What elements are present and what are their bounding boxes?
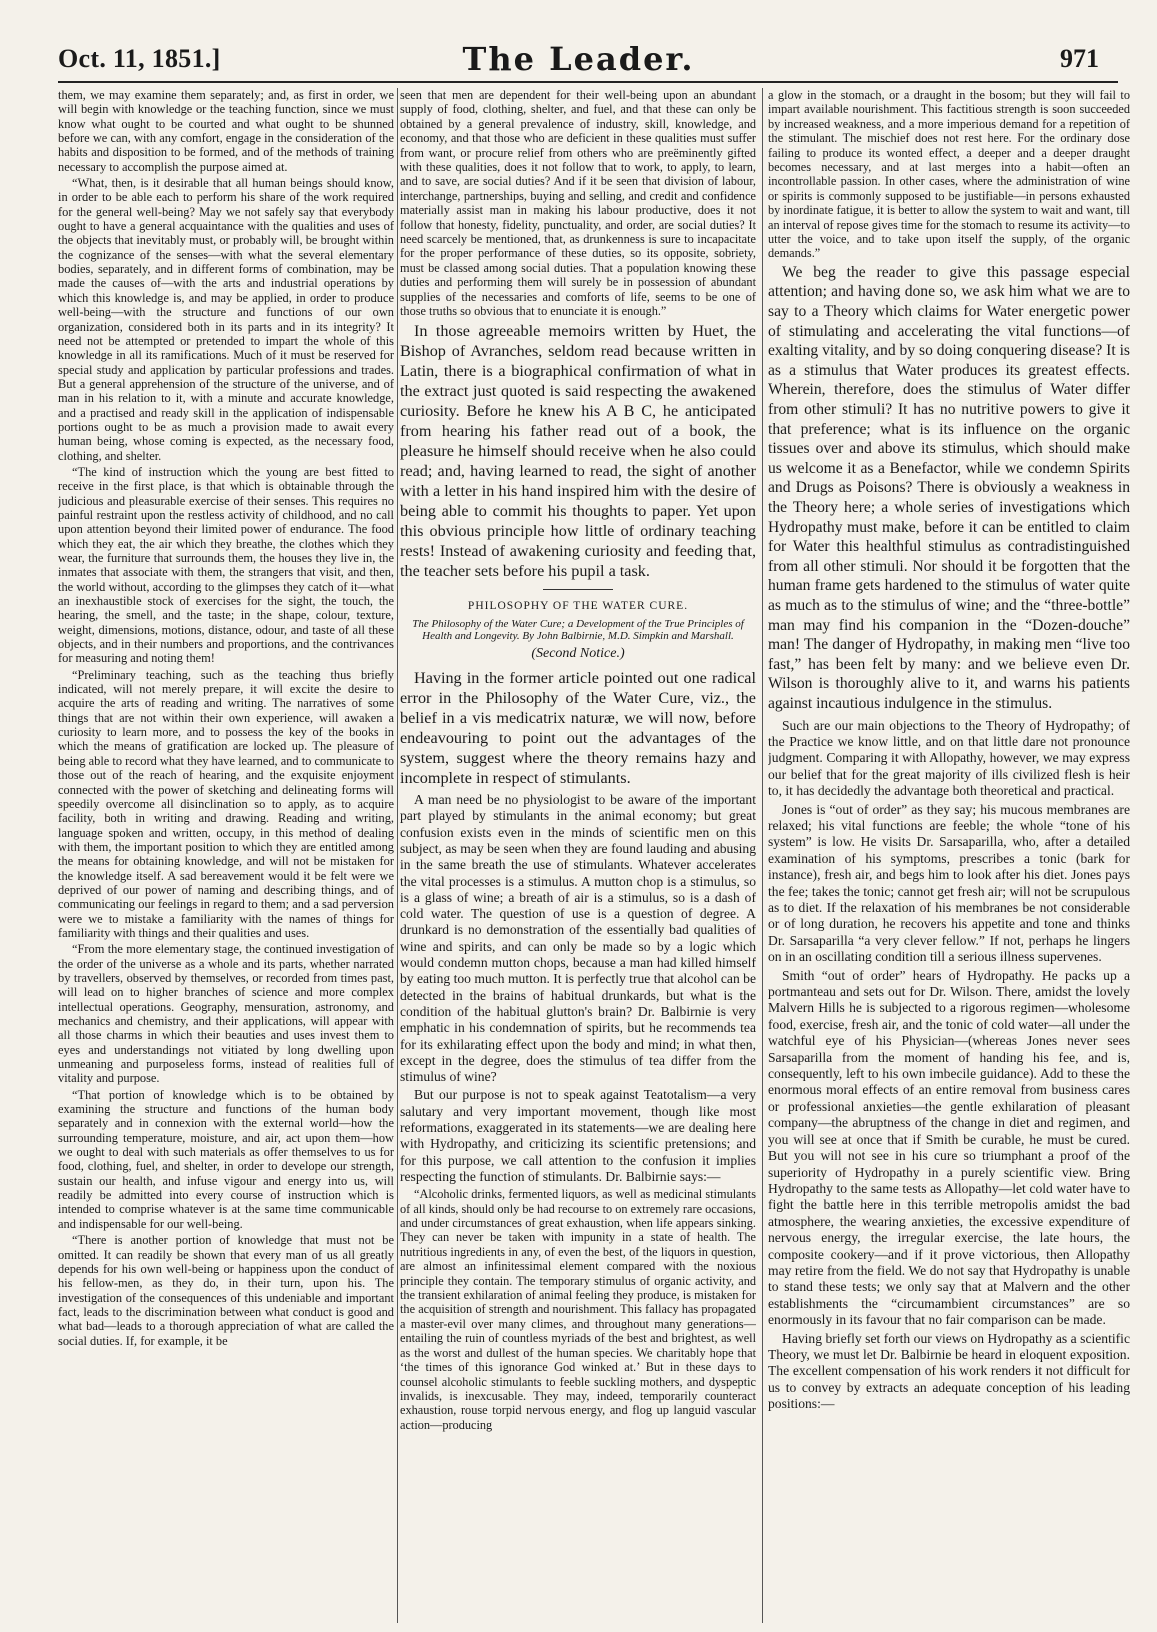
issue-date: Oct. 11, 1851.]: [58, 44, 221, 73]
paragraph: a glow in the stomach, or a draught in the bosom; but they will fail to impart available nourishment. This factitious strength is soon succeeded by increased weakness, and a more imperious demand for a repetition of the stimulant. The mischief does not rest here. For the ordinary dose failing to produce its wonted effect, a deeper and a deeper draught becomes necessary, and at last merges into a habit—often an incontrollable passion. In other cases, where the administration of wine or spirits is commonly supposed to be justifiable—in persons exhausted by inordinate fatigue, it is better to allow the system to wait and want, till an interval of repose gives time for the stomach to resume its activity—to utter the voice, and to take upon itself the supply, of the organic demands.”: [768, 88, 1130, 261]
paragraph: “There is another portion of knowledge that must not be omitted. It can readily be shown that every man of us all greatly depends for his own well-being or happiness upon the conduct of his fellow-men, as they do, in their turn, upon his. The investigation of the consequences of this undeniable and important fact, leads to the discrimination between what conduct is good and what bad—leads to a thorough appreciation of what are called the social duties. If, for example, it be: [58, 1233, 394, 1348]
section-divider: [543, 589, 613, 590]
paragraph: “That portion of knowledge which is to be obtained by examining the structure and functions of the human body separately and in connexion with the external world—how the surrounding temperature, moisture, and air, act upon them—how we ought to deal with such materials as offer themselves to us for food, clothing, fuel, and shelter, in order to develope our strength, sustain our health, and infuse vigour and energy into us, will readily be admitted into every course of instruction which is intended to comprise whatever is at the same time communicable and indispensable for our well-being.: [58, 1087, 394, 1231]
paragraph: Smith “out of order” hears of Hydropathy. He packs up a portmanteau and sets out for Dr. Wilson. There, amidst the lovely Malvern Hills he is subjected to a rigorous regimen—wholesome food, exercise, fresh air, and the tonic of cold water—all under the watchful eye of his Physician—(whereas Jones never sees Sarsaparilla from the moment of handing his fee, and is, consequently, left to his own imbecile guidance). Add to these the enormous moral effects of an entire removal from business cares or professional anxieties—the gentle exhilaration of pleasant company—the abruptness of the change in diet and regimen, and you will see at once that if Smith be curable, he must be cured. But you will not see in his cure so triumphant a proof of the superiority of Hydropathy in a purely scientific view. Bring Hydropathy to the same tests as Allopathy—let cold water have to fight the battle here in this terrible metropolis amidst the bad atmosphere, the wearing anxieties, the excessive expenditure of nervous energy, the irregular exercise, the late hours, the composite cookery—and if it prove victorious, then Allopathy may retire from the field. We do not say that Hydropathy is unable to stand these tests; we only say that at Malvern and the other establishments the “circumambient circumstances” are so enormously in its favour that no fair comparison can be made.: [768, 967, 1130, 1328]
column-divider: [397, 88, 398, 1623]
paragraph: “From the more elementary stage, the continued investigation of the order of the universe as a whole and its parts, whether narrated by travellers, observed by themselves, or recorded from times past, will lead on to higher branches of science and more complex intellectual operations. Geography, mensuration, astronomy, and mechanics and chemistry, and their applications, will appear with all those charms in which their beauties and uses invest them to eyes and understandings not vitiated by long dwelling upon unmeaning and purposeless forms, instead of realities full of vitality and purpose.: [58, 942, 394, 1086]
page-number: 971: [1060, 44, 1099, 73]
column-2: [400, 88, 756, 1623]
paragraph: A man need be no physiologist to be aware of the important part played by stimulants in the animal economy; but great confusion exists even in the minds of scientific men on this subject, as may be seen when they are found lauding and abusing in the same breath the use of stimulants. Whatever accelerates the vital processes is a stimulus. A mutton chop is a stimulus, so is a glass of wine; a breath of air is a stimulus, so is a dash of cold water. The question of use is a question of degree. A drunkard is no demonstration of the essentially bad qualities of wine and spirits, and can only be made so by a logic which would condemn mutton chops, because a man had killed himself by eating too much mutton. It is perfectly true that alcohol can be detected in the brains of habitual drunkards, but what is the condition of the habitual glutton's brain? Dr. Balbirnie is very emphatic in his condemnation of spirits, but he recommends tea for its exhilarating effect upon the body and mind; in what then, except in the degree, does the stimulus of tea differ from the stimulus of wine?: [400, 792, 756, 1085]
book-citation: The Philosophy of the Water Cure; a Development of the True Principles of Health and Longevity. By John Balbirnie, M.D. Simpkin and Marshall.: [412, 617, 744, 643]
paragraph: “What, then, is it desirable that all human beings should know, in order to be able each to perform his share of the work required for the general well-being? May we not safely say that everybody ought to have a general acquaintance with the qualities and uses of the objects that inevitably must, or probably will, be brought within the cognizance of the senses—with what the several elementary bodies, separately, and in different forms of combination, may be made the causes of—with the arts and industrial operations by which this knowledge is, and may be applied, in order to produce well-being—with the structure and functions of our own organization, considered both in its parts and in its integrity? It need not be attempted or pretended to impart the whole of this knowledge in all its ramifications. Much of it must be reserved for special study and application by particular professions and trades. But a general apprehension of the structure of the universe, and of man in his relation to it, with a minute and accurate knowledge, and a practised and ready skill in the application of indispensable portions ought to be as much a provision made to await every human being, whose coming is expected, as the necessary food, clothing, and shelter.: [58, 176, 394, 463]
notice-label: (Second Notice.): [531, 645, 625, 661]
paragraph: “The kind of instruction which the young are best fitted to receive in the first place, is that which is obtainable through the judicious and pleasurable exercise of their senses. This requires no painful restraint upon the restless activity of childhood, and no call upon attention beyond their limited power of endurance. The food which they eat, the air which they breathe, the clothes which they wear, the furniture that surrounds them, the houses they live in, the inmates that associate with them, the strangers that visit, and then, the world without, according to the glimpses they catch of it—what an inexhaustible stock of exercises for the sight, the touch, the hearing, the smell, and the taste; in the shape, colour, texture, weight, dimensions, motions, distance, odour, and taste of all these objects, and in their numbers and proportions, and the contrivances for measuring and noting them!: [58, 464, 394, 666]
paragraph: seen that men are dependent for their well-being upon an abundant supply of food, clothing, shelter, and fuel, and that these can only be obtained by a general prevalence of industry, skill, knowledge, and economy, and that those who are deficient in these qualities must suffer from want, or procure relief from others who are preëminently gifted with these qualities, does it not follow that to work, to apply, to learn, and to save, are social duties? And if it be seen that division of labour, interchange, partnerships, buying and selling, and credit and confidence materially assist man in making his labour productive, does it not follow that honesty, fidelity, punctuality, and order, are social duties? It need scarcely be mentioned, that, as drunkenness is sure to incapacitate for the proper performance of these duties, so its opposite, sobriety, must be classed among social duties. That a population knowing these duties and performing them will surely be in possession of abundant supplies of the necessaries and comforts of life, seems to be one of those truths so obvious that to enunciate it is enough.”: [400, 88, 756, 319]
paragraph: Such are our main objections to the Theory of Hydropathy; of the Practice we know little, and on that little dare not pronounce judgment. Comparing it with Allopathy, however, we may express our belief that for the great majority of ills civilized flesh is heir to, it has decidedly the advantage both theoretical and practical.: [768, 717, 1130, 799]
column-3: [768, 88, 1130, 1623]
block-quote: “Alcoholic drinks, fermented liquors, as well as medicinal stimulants of all kinds, should only be had recourse to on extremely rare occasions, and under circumstances of great exhaustion, when life appears sinking. They can never be taken with impunity in a state of health. The nutritious ingredients in any, of even the best, of the liquors in question, are almost an infinitessimal element compared with the noxious principle they contain. The temporary stimulus of organic activity, and the transient exhilaration of animal feeling they produce, is mistaken for the acquisition of strength and nourishment. This fallacy has propagated a master-evil over many climes, and throughout many generations—entailing the ruin of countless myriads of the best and brightest, as well as the worst and dullest of the human species. We charitably hope that ‘the times of this ignorance God winked at.’ But in these days to counsel alcoholic stimulants to feeble suckling mothers, and dyspeptic invalids, is inexcusable. They may, indeed, temporarily counteract exhaustion, rouse torpid nervous energy, and flog up languid vascular action—producing: [400, 1187, 756, 1432]
column-divider: [762, 88, 763, 1623]
page-header: [0, 0, 1157, 90]
header-rule: [58, 81, 1118, 83]
paragraph: In those agreeable memoirs written by Huet, the Bishop of Avranches, seldom read because written in Latin, there is a biographical confirmation of what in the extract just quoted is said respecting the awakened curiosity. Before he knew his A B C, he anticipated from hearing his father read out of a book, the pleasure he himself should receive when he also could read; and, having learned to read, the sight of another with a letter in his hand inspired him with the desire of being able to commit his thoughts to paper. Yet upon this obvious principle how little of ordinary teaching rests! Instead of awakening curiosity and feeding that, the teacher sets before his pupil a task.: [400, 321, 756, 580]
section-heading: PHILOSOPHY OF THE WATER CURE.: [467, 599, 689, 612]
paragraph: them, we may examine them separately; and, as first in order, we will begin with knowledge or the teaching function, since we must know what ought to be courted and what ought to be shunned before we can, with any comfort, engage in the consideration of the habits and disposition to be formed, and of the methods of training necessary to accomplish the purpose aimed at.: [58, 88, 394, 174]
paragraph: Having in the former article pointed out one radical error in the Philosophy of the Water Cure, viz., the belief in a vis medicatrix naturæ, we will now, before endeavouring to point out the advantages of the system, suggest where the theory remains hazy and incomplete in respect of stimulants.: [400, 669, 756, 788]
paragraph: Jones is “out of order” as they say; his mucous membranes are relaxed; his vital functions are feeble; the whole “tone of his system” is low. He visits Dr. Sarsaparilla, who, after a detailed examination of his symptoms, prescribes a tonic (bark for instance), fresh air, and begs him to look after his diet. Jones pays the fee; takes the tonic; cannot get fresh air; will not be scrupulous as to diet. If the relaxation of his membranes be not considerable or of long duration, he recovers his appetite and tone and thinks Dr. Sarsaparilla “a very clever fellow.” If not, perhaps he lingers on in an oscillating condition till a serious illness supervenes.: [768, 801, 1130, 965]
paragraph: Having briefly set forth our views on Hydropathy as a scientific Theory, we must let Dr. Balbirnie be heard in eloquent exposition. The excellent compensation of his work renders it not difficult for us to convey by extracts an adequate conception of his leading positions:—: [768, 1330, 1130, 1412]
column-1: [58, 88, 394, 1623]
masthead-title: The Leader.: [462, 40, 695, 78]
paragraph: But our purpose is not to speak against Teatotalism—a very salutary and very important movement, though like most reformations, exaggerated in its statements—we are dealing here with Hydropathy, and criticizing its scientific pretensions; and for this purpose, we call attention to the confusion it implies respecting the function of stimulants. Dr. Balbirnie says:—: [400, 1087, 756, 1184]
paragraph: We beg the reader to give this passage especial attention; and having done so, we ask him what we are to say to a Theory which claims for Water energetic power of stimulating and accelerating the vital functions—of exalting vitality, and by so doing conquering disease? It is as a stimulus that Water produces its greatest effects. Wherein, therefore, does the stimulus of Water differ from other stimuli? It has no nutritive powers to give it that preference; what is its influence on the organic tissues over and above its stimulus, which should make us welcome it as a Benefactor, while we condemn Spirits and Drugs as Poisons? There is obviously a weakness in the Theory here; a whole series of investigations which Hydropathy must make, before it can be entitled to claim for Water this healthful stimulus as contradistinguished from all other stimuli. Nor should it be forgotten that the human frame gets hardened to the stimulus of water quite as much as to the stimulus of wine; and the “three-bottle” man may find his companion in the “Dozen-douche” man! The danger of Hydropathy, in making men “live too fast,” has been felt by many: and we believe even Dr. Wilson is thoroughly alive to it, and warns his patients against incautious indulgence in the stimulus.: [768, 263, 1130, 712]
paragraph: “Preliminary teaching, such as the teaching thus briefly indicated, will not merely prepare, it will excite the desire to acquire the arts of reading and writing. The narratives of some things that are not within their own experience, will awaken a curiosity to learn more, and to possess the key of the books in which the means of gratification are locked up. The pleasure of being able to record what they have learned, and to communicate to those out of the reach of hearing, and the exquisite enjoyment connected with the power of sketching and delineating forms will speedily overcome all disinclination so to apply, as to acquire facility, both in writing and drawing. Reading and writing, language spoken and written, occupy, in this method of dealing with them, the important position to which they are entitled among the means for obtaining knowledge, and will not be mistaken for the knowledge itself. A sad bereavement would it be felt were we deprived of our power of naming and describing things, and of communicating our feelings in regard to them; and a sad perversion were we to mistake a familiarity with the names of things for familiarity with things and their qualities and uses.: [58, 667, 394, 940]
